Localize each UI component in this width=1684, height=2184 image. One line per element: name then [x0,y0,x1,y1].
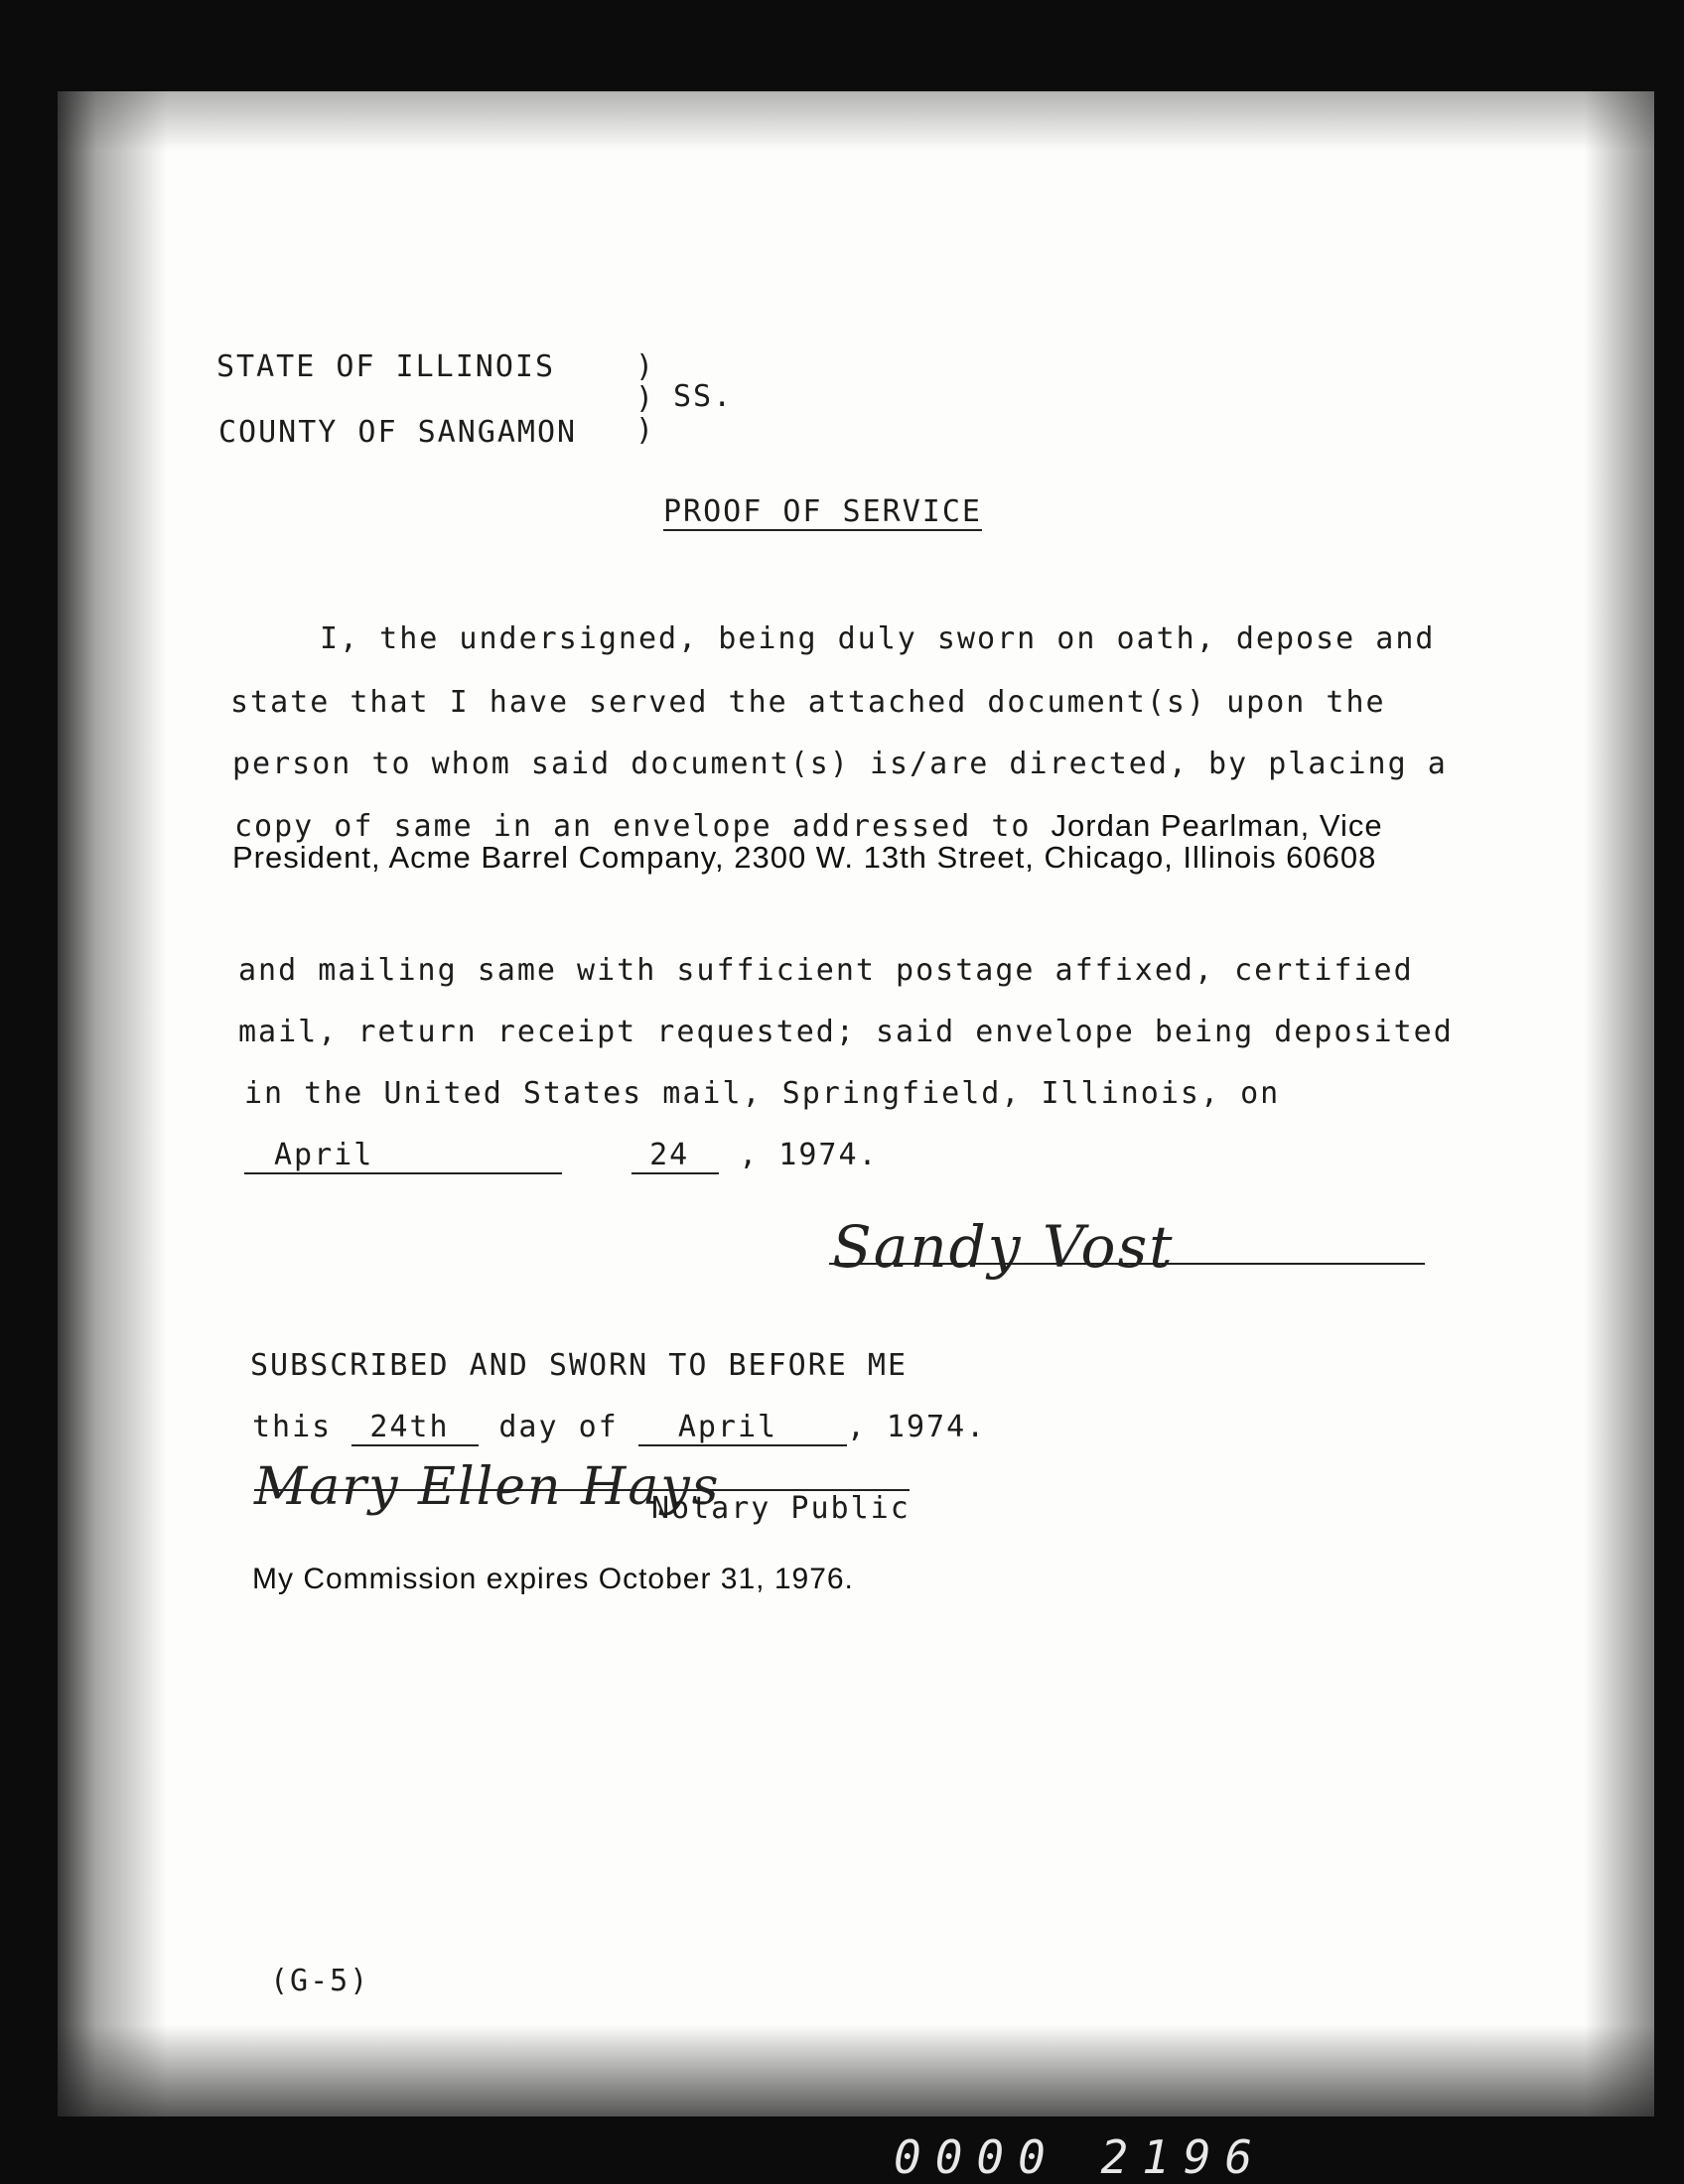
body-line-6: mail, return receipt requested; said envelope being deposited [238,1015,1454,1049]
mailing-date-month: April [244,1138,562,1174]
body-line-5: and mailing same with sufficient postage affixed, certified [238,953,1414,988]
scan-bottom-bar [0,2124,1684,2184]
form-code: (G-5) [270,1964,370,1998]
notary-signature: Mary Ellen Hays [254,1457,721,1517]
body-line-4 [234,808,1383,844]
body-line-3: person to whom said document(s) is/are directed, by placing a [232,747,1448,781]
jurat-this: this [252,1410,333,1444]
state-label: STATE OF ILLINOIS [216,349,556,384]
bracket-2: ) [635,381,656,416]
bracket-1: ) [635,349,656,384]
server-signature-line [829,1263,1425,1265]
body-line-7: in the United States mail, Springfield, Illinois, on [244,1076,1281,1111]
body-line-4-text: copy of same in an envelope addressed to [234,809,1032,844]
page-title-text: PROOF OF SERVICE [663,494,982,529]
ss-label: SS. [673,379,734,414]
addressee-line-2: President, Acme Barrel Company, 2300 W. 13th Street, Chicago, Illinois 60608 [232,840,1377,875]
jurat-date [252,1410,986,1446]
film-frame-number: 0000 2196 [894,2130,1267,2184]
page-title [663,494,982,531]
bracket-3: ) [635,413,656,448]
scan-edge-right [1585,91,1654,2116]
jurat-day-of: day of [498,1410,619,1444]
scan-edge-left [58,91,167,2116]
commission-expiry: My Commission expires October 31, 1976. [252,1563,854,1595]
addressee-line-1: Jordan Pearlman, Vice [1051,808,1383,843]
jurat-subscribed: SUBSCRIBED AND SWORN TO BEFORE ME [250,1348,909,1383]
body-line-1: I, the undersigned, being duly sworn on oath, depose and [320,621,1436,656]
server-signature: Sandy Vost [832,1213,1175,1281]
scan-edge-bottom [58,2025,1654,2116]
mailing-date-day: 24 [632,1138,719,1174]
mailing-date-year: , 1974. [739,1138,879,1172]
mailing-date [244,1138,879,1174]
jurat-month-value: April [638,1410,847,1446]
scan-edge-top [58,91,1654,151]
jurat-day-value: 24th [351,1410,479,1446]
jurat-year: , 1974. [846,1410,987,1444]
notary-label: Notary Public [651,1491,911,1526]
body-line-2: state that I have served the attached document(s) upon the [230,685,1386,720]
county-label: COUNTY OF SANGAMON [218,415,578,450]
